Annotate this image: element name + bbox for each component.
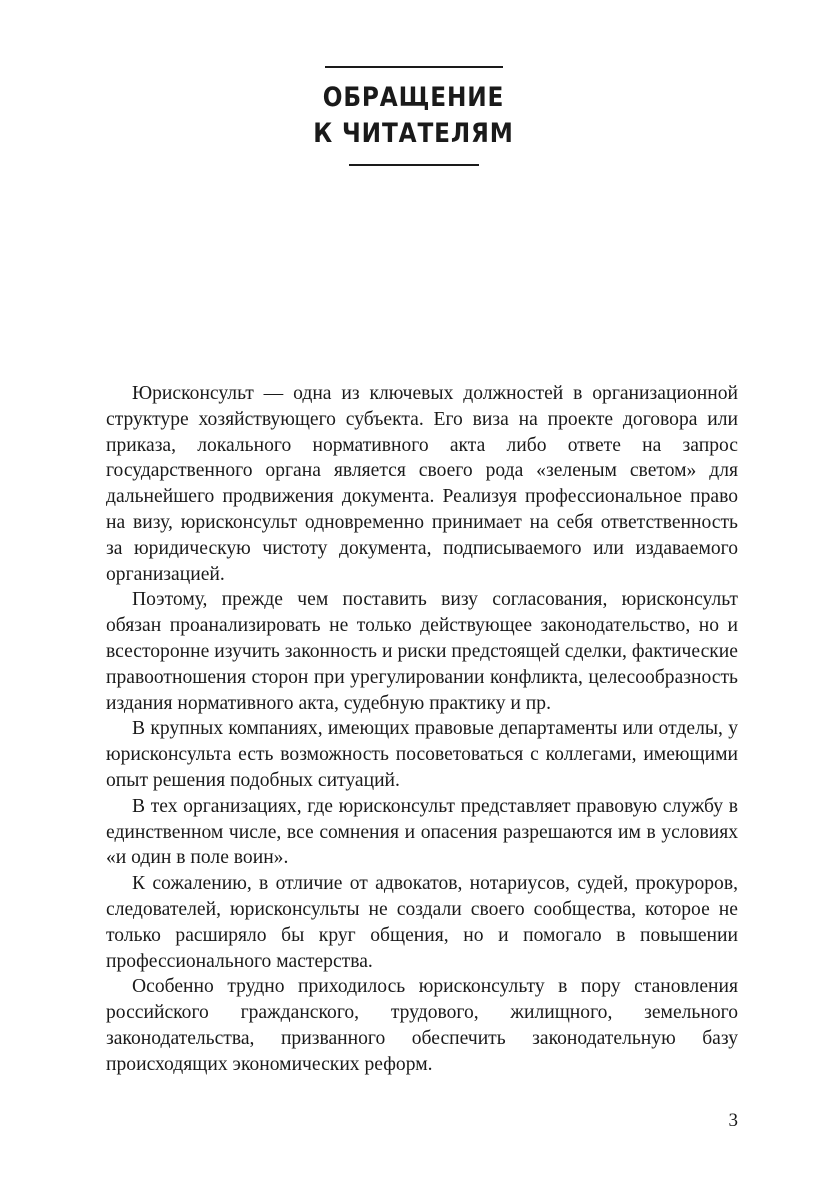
title-top-rule: [325, 66, 503, 68]
paragraph-1: Юрисконсульт — одна из ключевых должностей в организационной структуре хозяйствующего субъекта. Его виза на проекте договора или приказа, локального нормативного акта либо ответе на запрос государственного органа является своего рода «зеленым светом» для дальнейшего продвижения документа. Реализуя профессиональное право на визу, юрисконсульт одновременно принимает на себя ответственность за юридическую чистоту документа, подписываемого или издаваемого организацией.: [106, 383, 738, 585]
chapter-title-block: [0, 66, 827, 166]
chapter-title-line-2: К ЧИТАТЕЛЯМ: [313, 118, 514, 149]
paragraph-5: К сожалению, в отличие от адвокатов, нотариусов, судей, прокуроров, следователей, юрисконсульты не создали своего сообщества, которое не только расширяло бы круг общения, но и помогало в повышении профессионального мастерства.: [106, 873, 738, 972]
paragraph-2: Поэтому, прежде чем поставить визу согласования, юрисконсульт обязан проанализировать не только действующее законодательство, но и всесторонне изучить законность и риски предстоящей сделки, фактические правоотношения сторон при урегулировании конфликта, целесообразность издания нормативного акта, судебную практику и пр.: [106, 589, 738, 714]
chapter-title-line-1: ОБРАЩЕНИЕ: [322, 82, 505, 113]
chapter-title: [58, 80, 769, 152]
paragraph-4: В тех организациях, где юрисконсульт представляет правовую службу в единственном числе, все сомнения и опасения разрешаются им в условиях «и один в поле воин».: [106, 795, 738, 869]
paragraph-6: Особенно трудно приходилось юрисконсульту в пору становления российского гражданского, трудового, жилищного, земельного законодательства, призванного обеспечить законодательную базу происходящих экономических реформ.: [106, 976, 738, 1075]
body-text: [106, 381, 738, 1078]
paragraph-3: В крупных компаниях, имеющих правовые департаменты или отделы, у юрисконсульта есть возможность посоветоваться с коллегами, имеющими опыт решения подобных ситуаций.: [106, 718, 738, 791]
page-number: 3: [728, 1110, 738, 1131]
title-bottom-rule: [349, 164, 479, 166]
